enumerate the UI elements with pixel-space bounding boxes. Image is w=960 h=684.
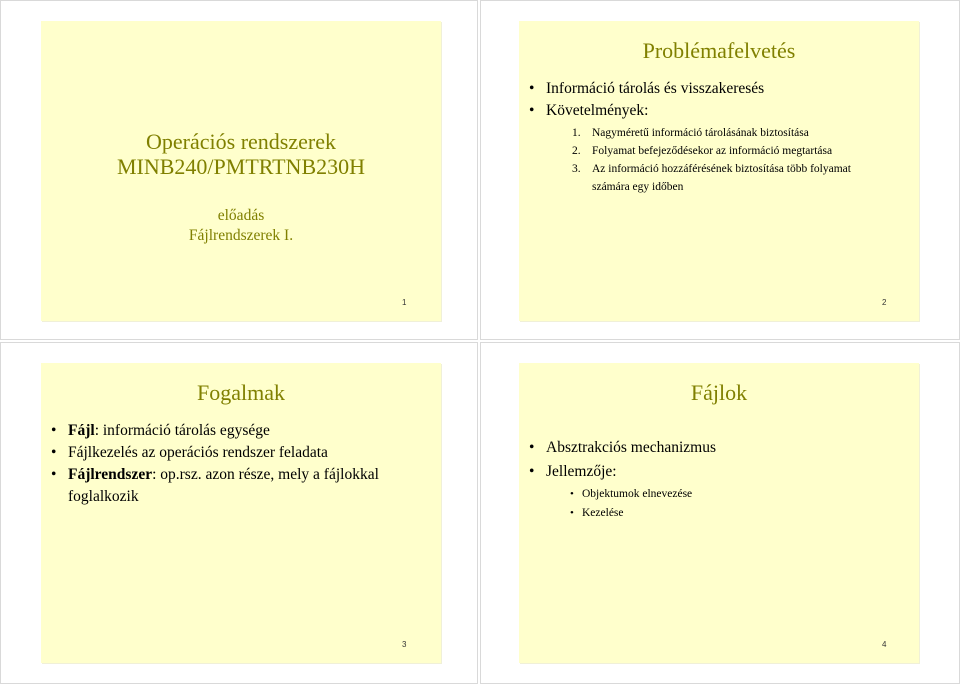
list-item: • Fájlkezelés az operációs rendszer feladata bbox=[51, 442, 431, 464]
slide-number: 3 bbox=[402, 640, 407, 649]
list-item: • Kezelése bbox=[566, 504, 692, 523]
slide-number: 2 bbox=[882, 298, 887, 307]
item-number: 1. bbox=[572, 127, 581, 139]
lecture-label: előadás bbox=[217, 207, 265, 224]
list-item: • Absztrakciós mechanizmus bbox=[529, 436, 716, 460]
slide-number: 1 bbox=[402, 298, 407, 307]
list-item bbox=[51, 464, 431, 508]
list-item: • Információ tárolás és visszakeresés bbox=[529, 78, 764, 100]
list-item: • Objektumok elnevezése bbox=[566, 485, 692, 504]
list-item bbox=[51, 420, 431, 442]
item-text: Nagyméretű információ tárolásának biztosítása bbox=[592, 127, 809, 139]
list-item bbox=[572, 124, 872, 142]
slide-1-title bbox=[41, 129, 441, 179]
definition: : op.rsz. azon része, mely a fájlokkal foglalkozik bbox=[68, 466, 379, 505]
term: Fájl bbox=[68, 422, 95, 439]
slide-number: 4 bbox=[882, 640, 887, 649]
item-text: Folyamat befejeződésekor az információ megtartása bbox=[592, 145, 833, 157]
slide-title: Problémafelvetés bbox=[642, 38, 796, 63]
slide-4 bbox=[519, 363, 919, 663]
bullet-list bbox=[51, 420, 431, 508]
list-item bbox=[572, 142, 872, 160]
lecture-topic: Fájlrendszerek I. bbox=[188, 227, 294, 244]
page-panel-3 bbox=[0, 342, 478, 684]
slide-1 bbox=[41, 21, 441, 321]
page-panel-1 bbox=[0, 0, 478, 340]
bullet-list bbox=[529, 436, 716, 484]
sub-list bbox=[566, 485, 692, 523]
list-item bbox=[572, 160, 872, 196]
slide-title: Fogalmak bbox=[197, 380, 285, 405]
list-item: • Követelmények: bbox=[529, 100, 764, 122]
slide-1-subtitle bbox=[41, 206, 441, 246]
item-number: 2. bbox=[572, 145, 581, 157]
term: Fájlrendszer bbox=[68, 466, 153, 483]
slide-title: Fájlok bbox=[690, 380, 748, 405]
course-title: Operációs rendszerek bbox=[146, 129, 336, 154]
course-code: MINB240/PMTRTNB230H bbox=[116, 154, 366, 179]
slide-3 bbox=[41, 363, 441, 663]
definition: : információ tárolás egysége bbox=[94, 422, 270, 439]
page-panel-4 bbox=[480, 342, 960, 684]
list-item: • Jellemzője: bbox=[529, 460, 716, 484]
bullet-list bbox=[529, 78, 764, 122]
slide-2 bbox=[519, 21, 919, 321]
page-panel-2 bbox=[480, 0, 960, 340]
requirements-list bbox=[572, 124, 872, 196]
item-number: 3. bbox=[572, 163, 581, 175]
item-text: Az információ hozzáférésének biztosítása több folyamat számára egy időben bbox=[592, 163, 851, 193]
